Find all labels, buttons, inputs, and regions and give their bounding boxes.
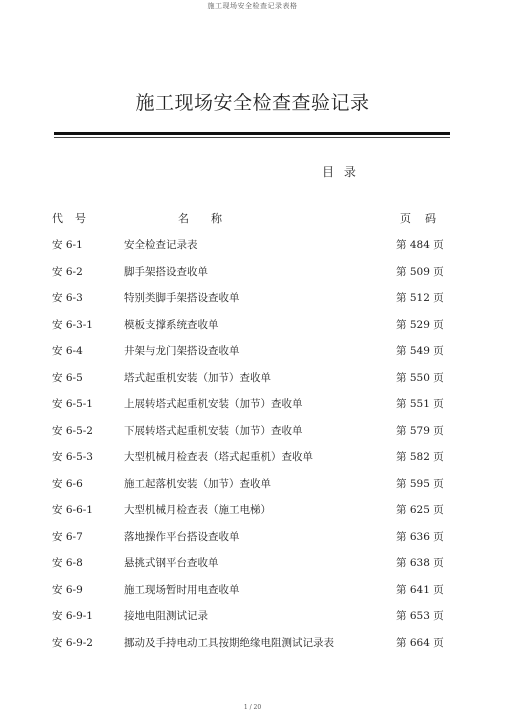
toc-entry-code: 安 6-5 (52, 371, 83, 384)
toc-entry-name: 下展转塔式起重机安装（加节）查收单 (124, 424, 303, 437)
toc-entry-code: 安 6-1 (52, 239, 83, 251)
toc-entry-code: 安 6-2 (52, 265, 83, 278)
toc-entry-name: 脚手架搭设查收单 (124, 265, 208, 278)
toc-entry-page: 第 638 页 (396, 557, 444, 569)
toc-entry-name: 挪动及手持电动工具按期绝缘电阻测试记录表 (124, 636, 334, 649)
toc-entry-page: 第 529 页 (396, 318, 444, 331)
toc-entry-page: 第 595 页 (396, 477, 444, 490)
toc-entry-name: 接地电阻测试记录 (124, 610, 208, 622)
toc-entry[interactable] (0, 448, 505, 475)
toc-entry-name: 上展转塔式起重机安装（加节）查收单 (124, 398, 303, 410)
toc-entry-code: 安 6-6-1 (52, 504, 93, 516)
toc-entry-page: 第 653 页 (396, 610, 444, 622)
toc-entry-page: 第 636 页 (396, 530, 444, 543)
toc-entry-code: 安 6-9-1 (52, 610, 93, 622)
toc-entry[interactable] (0, 263, 505, 290)
toc-entry[interactable] (0, 634, 505, 661)
toc-entry-page: 第 582 页 (396, 451, 444, 463)
toc-entry-page: 第 509 页 (396, 265, 444, 278)
toc-entry-code: 安 6-5-3 (52, 451, 93, 463)
toc-entry[interactable] (0, 475, 505, 502)
toc-entry[interactable] (0, 316, 505, 343)
toc-entry[interactable] (0, 289, 505, 316)
toc-entry-page: 第 550 页 (396, 371, 444, 384)
toc-entry-code: 安 6-5-2 (52, 424, 93, 437)
toc-entry-name: 井架与龙门架搭设查收单 (124, 345, 240, 357)
toc-entry[interactable] (0, 422, 505, 449)
toc-entry-name: 落地操作平台搭设查收单 (124, 530, 240, 543)
toc-entry-page: 第 551 页 (396, 398, 444, 410)
toc-entry[interactable] (0, 607, 505, 634)
toc-list (0, 236, 505, 660)
toc-entry-name: 施工起落机安装（加节）查收单 (124, 477, 271, 490)
toc-entry-page: 第 579 页 (396, 424, 444, 437)
toc-heading: 目 录 (322, 165, 356, 179)
toc-entry-page: 第 512 页 (396, 292, 444, 304)
toc-entry-name: 特别类脚手架搭设查收单 (124, 292, 240, 304)
toc-entry-code: 安 6-3 (52, 292, 83, 304)
toc-entry[interactable] (0, 528, 505, 555)
toc-entry[interactable] (0, 554, 505, 581)
toc-entry-page: 第 625 页 (396, 504, 444, 516)
toc-entry-page: 第 664 页 (396, 636, 444, 649)
toc-entry-code: 安 6-7 (52, 530, 83, 543)
toc-entry-name: 施工现场暂时用电查收单 (124, 583, 240, 596)
running-header: 施工现场安全检查记录表格 (207, 2, 298, 10)
document-title: 施工现场安全检查查验记录 (135, 91, 370, 114)
toc-entry-code: 安 6-3-1 (52, 318, 93, 331)
toc-entry-code: 安 6-5-1 (52, 398, 93, 410)
title-divider-thin (54, 137, 450, 138)
toc-entry-name: 安全检查记录表 (124, 239, 198, 251)
toc-entry[interactable] (0, 501, 505, 528)
toc-entry-code: 安 6-6 (52, 477, 83, 490)
column-header-name: 名称 (178, 212, 244, 225)
toc-entry-name: 大型机械月检查表（塔式起重机）查收单 (124, 451, 313, 463)
toc-entry[interactable] (0, 236, 505, 263)
toc-entry-name: 悬挑式钢平台查收单 (124, 557, 219, 569)
toc-entry-name: 模板支撑系统查收单 (124, 318, 219, 331)
toc-entry[interactable] (0, 395, 505, 422)
toc-entry-code: 安 6-9-2 (52, 636, 93, 649)
toc-entry-code: 安 6-4 (52, 345, 83, 357)
column-header-code: 代号 (52, 212, 98, 225)
toc-entry-page: 第 484 页 (396, 239, 444, 251)
column-header-page: 页码 (400, 212, 450, 225)
toc-column-headers (0, 210, 505, 226)
toc-entry[interactable] (0, 342, 505, 369)
toc-entry-page: 第 641 页 (396, 583, 444, 596)
toc-entry-name: 大型机械月检查表（施工电梯） (124, 504, 271, 516)
page-number: 1 / 20 (243, 704, 262, 711)
toc-entry[interactable] (0, 581, 505, 608)
toc-entry-code: 安 6-8 (52, 557, 83, 569)
toc-entry[interactable] (0, 369, 505, 396)
toc-entry-page: 第 549 页 (396, 345, 444, 357)
title-divider-thick (54, 132, 450, 135)
toc-entry-code: 安 6-9 (52, 583, 83, 596)
toc-entry-name: 塔式起重机安装（加节）查收单 (124, 371, 271, 384)
